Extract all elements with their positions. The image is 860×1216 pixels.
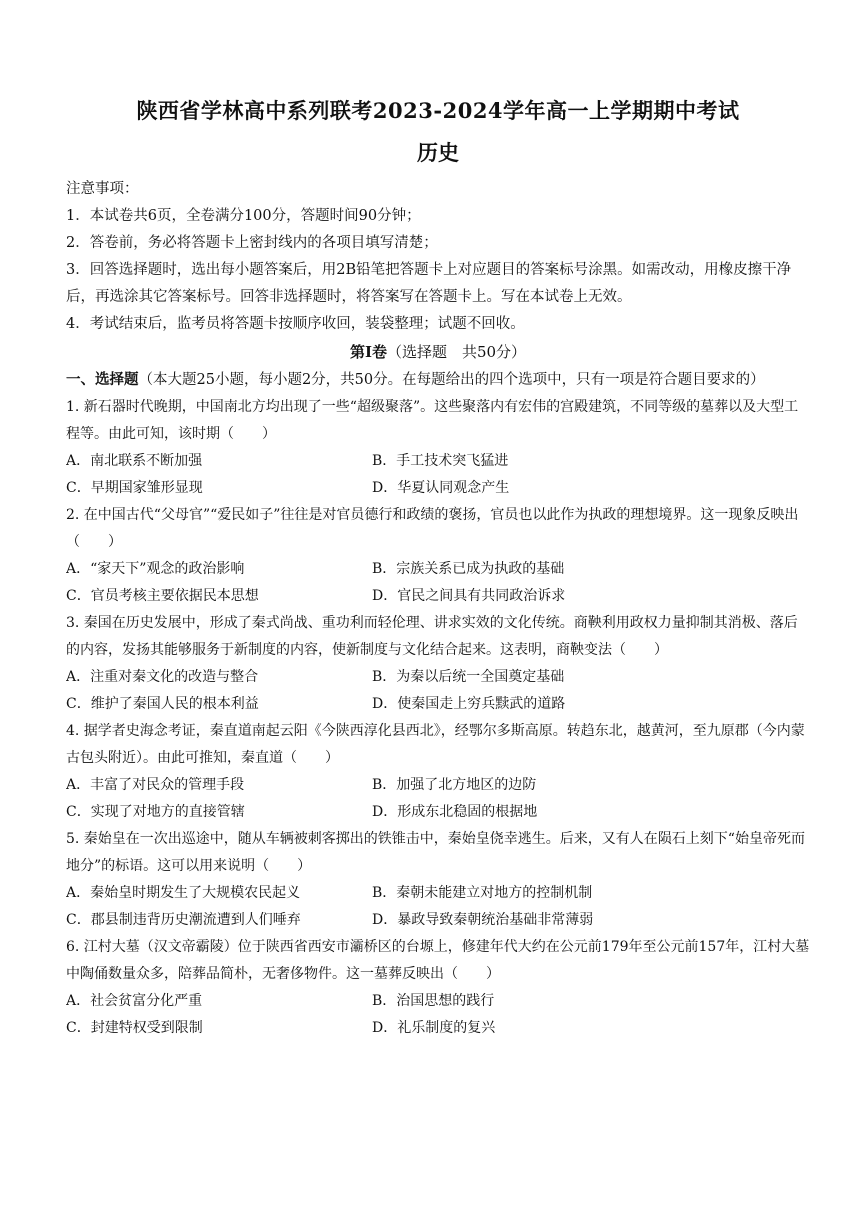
option-b: B．手工技术突飞猛进: [372, 453, 509, 469]
question-options: [66, 880, 810, 934]
option-a: A．秦始皇时期发生了大规模农民起义: [66, 885, 301, 901]
section-desc: （本大题25小题，每小题2分，共50分。在每题给出的四个选项中，只有一项是符合题目要求的）: [138, 372, 765, 388]
question-3: [66, 610, 810, 718]
question-stem: 6. 江村大墓（汉文帝霸陵）位于陕西省西安市灞桥区的台塬上，修建年代大约在公元前179年至公元前157年，江村大墓中陶俑数量众多，陪葬品简朴，无奢侈物件。这一墓葬反映出（ ）: [66, 939, 810, 982]
option-d: D．使秦国走上穷兵黩武的道路: [372, 696, 566, 712]
note-item: 1．本试卷共6页，全卷满分100分，答题时间90分钟；: [66, 208, 421, 224]
option-d: D．华夏认同观念产生: [372, 480, 510, 496]
part-label: 第Ⅰ卷: [349, 343, 387, 361]
question-2: [66, 502, 810, 610]
notes-heading: 注意事项：: [66, 181, 139, 197]
option-b: B．秦朝未能建立对地方的控制机制: [372, 885, 593, 901]
part-title: [66, 338, 810, 366]
option-d: D．形成东北稳固的根据地: [372, 804, 538, 820]
question-options: [66, 664, 810, 718]
option-a: A．注重对秦文化的改造与整合: [66, 669, 259, 685]
exam-title: 陕西省学林高中系列联考2023-2024学年高一上学期期中考试: [136, 98, 740, 123]
question-stem: 3. 秦国在历史发展中，形成了秦式尚战、重功利而轻伦理、讲求实效的文化传统。商鞅利用政权力量抑制其消极、落后的内容，发扬其能够服务于新制度的内容，使新制度与文化结合起来。这表明，商鞅变法（ ）: [66, 615, 798, 658]
option-a: A．“家天下”观念的政治影响: [66, 561, 245, 577]
note-item: 2．答卷前，务必将答题卡上密封线内的各项目填写清楚；: [66, 235, 438, 251]
option-b: B．为秦以后统一全国奠定基础: [372, 669, 565, 685]
note-item: 3．回答选择题时，选出每小题答案后，用2B铅笔把答题卡上对应题目的答案标号涂黑。如需改动，用橡皮擦干净后，再选涂其它答案标号。回答非选择题时，将答案写在答题卡上。写在本试卷上无效。: [66, 262, 792, 305]
option-d: D．礼乐制度的复兴: [372, 1020, 496, 1036]
question-options: [66, 988, 810, 1042]
question-4: [66, 718, 810, 826]
subject-title: 历史: [417, 140, 459, 165]
note-item: 4．考试结束后，监考员将答题卡按顺序收回，装袋整理；试题不回收。: [66, 316, 525, 332]
question-6: [66, 934, 810, 1042]
question-stem: 2. 在中国古代“父母官”“爱民如子”往往是对官员德行和政绩的褒扬，官员也以此作为执政的理想境界。这一现象反映出（ ）: [66, 507, 799, 550]
option-c: C．维护了秦国人民的根本利益: [66, 696, 259, 712]
question-options: [66, 448, 810, 502]
question-5: [66, 826, 810, 934]
question-options: [66, 556, 810, 610]
option-a: A．南北联系不断加强: [66, 453, 203, 469]
option-a: A．丰富了对民众的管理手段: [66, 777, 245, 793]
option-b: B．治国思想的践行: [372, 993, 495, 1009]
option-c: C．官员考核主要依据民本思想: [66, 588, 259, 604]
option-c: C．实现了对地方的直接管辖: [66, 804, 245, 820]
notes-section: [66, 176, 810, 338]
section-label: 一、选择题: [66, 371, 139, 388]
option-a: A．社会贫富分化严重: [66, 993, 203, 1009]
section-heading: [66, 366, 810, 394]
option-b: B．加强了北方地区的边防: [372, 777, 537, 793]
part-note: （选择题 共50分）: [386, 343, 527, 361]
option-c: C．早期国家雏形显现: [66, 480, 203, 496]
option-d: D．官民之间具有共同政治诉求: [372, 588, 566, 604]
option-c: C．郡县制违背历史潮流遭到人们唾弃: [66, 912, 301, 928]
question-1: [66, 394, 810, 502]
question-stem: 5. 秦始皇在一次出巡途中，随从车辆被刺客掷出的铁锥击中，秦始皇侥幸逃生。后来，又有人在陨石上刻下“始皇帝死而地分”的标语。这可以用来说明（ ）: [66, 831, 805, 874]
question-stem: 4. 据学者史海念考证，秦直道南起云阳《今陕西淳化县西北》，经鄂尔多斯高原。转趋东北，越黄河，至九原郡（今内蒙古包头附近）。由此可推知，秦直道（ ）: [66, 723, 805, 766]
question-options: [66, 772, 810, 826]
option-c: C．封建特权受到限制: [66, 1020, 203, 1036]
option-b: B．宗族关系已成为执政的基础: [372, 561, 565, 577]
option-d: D．暴政导致秦朝统治基础非常薄弱: [372, 912, 594, 928]
question-stem: 1. 新石器时代晚期，中国南北方均出现了一些“超级聚落”。这些聚落内有宏伟的宫殿建筑，不同等级的墓葬以及大型工程等。由此可知，该时期（ ）: [66, 399, 799, 442]
